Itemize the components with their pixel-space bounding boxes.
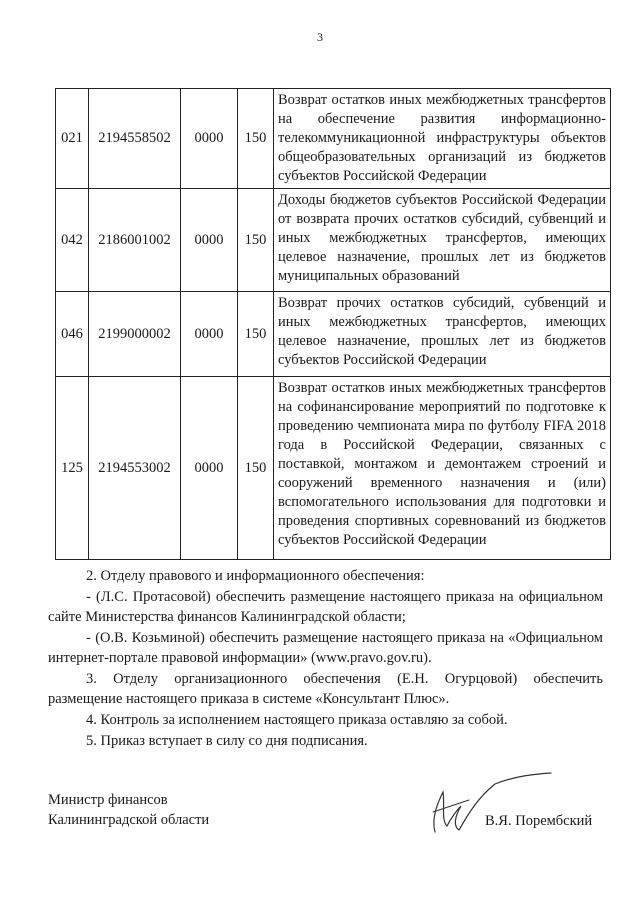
budget-code-cell: 2199000002 [89, 292, 181, 377]
subcode-cell: 0000 [181, 89, 238, 189]
signatory-name: В.Я. Порембский [485, 813, 593, 829]
paragraph-2: 2. Отделу правового и информационного обеспечения: [86, 568, 425, 584]
paragraph-2b: - (О.В. Козьминой) обеспечить размещение настоящего приказа на «Официальном интернет-портале правовой информации» (www.pravo.gov.ru). [48, 630, 603, 666]
kosgu-cell: 150 [238, 292, 274, 377]
paragraph-4: 4. Контроль за исполнением настоящего приказа оставляю за собой. [86, 712, 508, 728]
subcode-cell: 0000 [181, 292, 238, 377]
admin-code-cell: 046 [56, 292, 89, 377]
table-row [56, 292, 611, 377]
budget-codes-table [55, 88, 611, 560]
page-number: 3 [317, 30, 323, 44]
description-cell: Возврат прочих остатков субсидий, субвенций и иных межбюджетных трансфертов, имеющих целевое назначение, прошлых лет из бюджетов субъектов Российской Федерации [274, 292, 611, 377]
signatory-title [48, 790, 209, 830]
handwritten-signature [405, 770, 555, 845]
paragraph-2a: - (Л.С. Протасовой) обеспечить размещение настоящего приказа на официальном сайте Министерства финансов Калининградской области; [48, 589, 603, 625]
description-cell: Возврат остатков иных межбюджетных трансфертов на софинансирование мероприятий по подготовке к проведению чемпионата мира по футболу FIFA 2018 года в Российской Федерации, связанных с поставкой, монтажом и демонтажем строений и сооружений временного назначения и (или) вспомогательного использования для подготовки и проведения спортивных соревнований из бюджетов субъектов Российской Федерации [274, 377, 611, 560]
budget-code-cell: 2186001002 [89, 189, 181, 292]
signatory-title-line: Министр финансов [48, 792, 168, 808]
description-cell: Доходы бюджетов субъектов Российской Федерации от возврата прочих остатков субсидий, субвенций и иных межбюджетных трансфертов, имеющих целевое назначение, прошлых лет из бюджетов муниципальных образований [274, 189, 611, 292]
paragraph-5: 5. Приказ вступает в силу со дня подписания. [86, 733, 368, 749]
subcode-cell: 0000 [181, 189, 238, 292]
kosgu-cell: 150 [238, 89, 274, 189]
admin-code-cell: 021 [56, 89, 89, 189]
kosgu-cell: 150 [238, 377, 274, 560]
subcode-cell: 0000 [181, 377, 238, 560]
table-row [56, 89, 611, 189]
paragraph-3: 3. Отделу организационного обеспечения (Е.Н. Огурцовой) обеспечить размещение настоящего приказа в системе «Консультант Плюс». [48, 671, 603, 707]
admin-code-cell: 125 [56, 377, 89, 560]
budget-code-cell: 2194558502 [89, 89, 181, 189]
kosgu-cell: 150 [238, 189, 274, 292]
signatory-title-line: Калининградской области [48, 812, 210, 828]
description-cell: Возврат остатков иных межбюджетных трансфертов на обеспечение развития информационно-телекоммуникационной инфраструктуры объектов общеобразовательных организаций из бюджетов субъектов Российской Федерации [274, 89, 611, 189]
budget-code-cell: 2194553002 [89, 377, 181, 560]
table-row [56, 189, 611, 292]
order-body-text [48, 566, 603, 751]
table-row [56, 377, 611, 560]
admin-code-cell: 042 [56, 189, 89, 292]
